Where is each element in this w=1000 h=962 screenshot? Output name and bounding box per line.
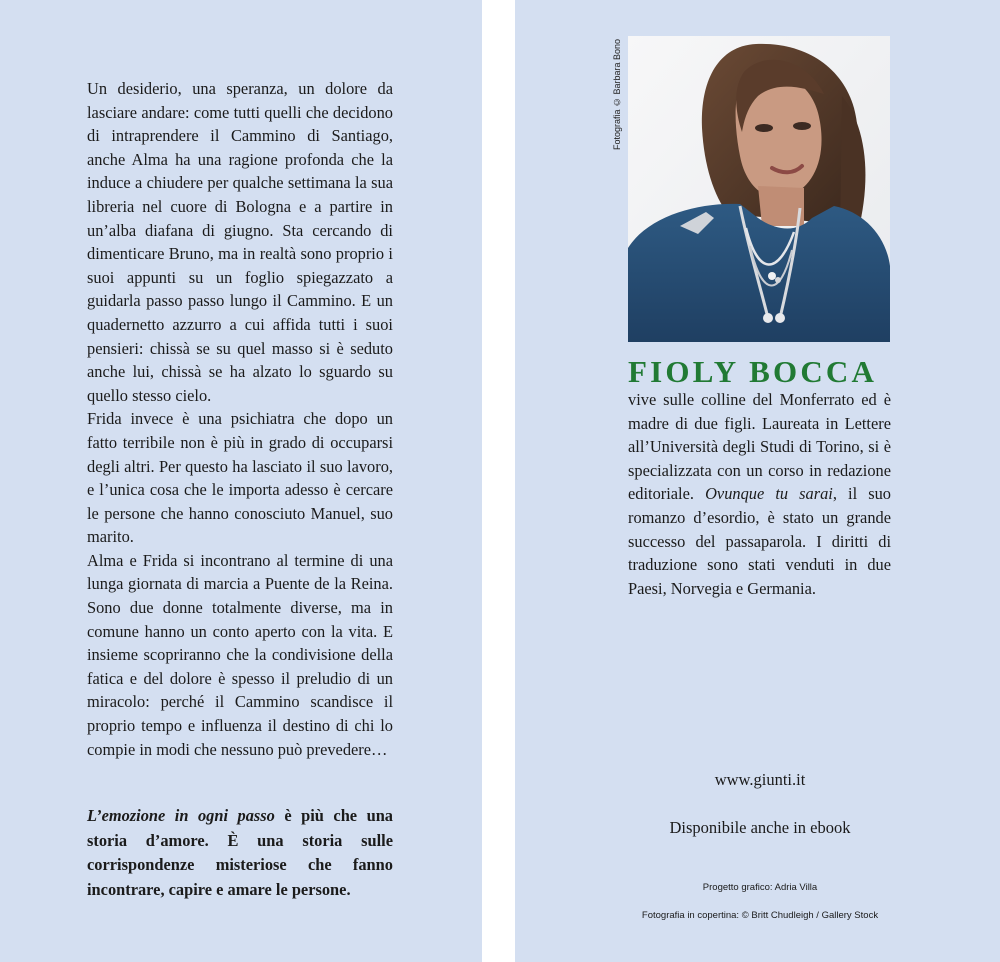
photo-credit: Fotografia © Barbara Bono (612, 38, 622, 150)
design-credit: Progetto grafico: Adria Villa (702, 882, 818, 893)
synopsis-paragraph: Frida invece è una psichiatra che dopo un fatto terribile non è più in grado di occuparsi degli altri. Per questo ha lasciato il suo lavoro, e l’unica cosa che le importa adesso è cercare le persone che hanno conosciuto Manuel, suo marito. (87, 409, 393, 547)
tagline-text: è più che una storia d’amore. È una storia sulle corrispondenze misteriose che fanno incontrare, capire e amare le persone. (87, 806, 394, 899)
synopsis-text (87, 77, 393, 761)
cover-photo-credit: Fotografia in copertina: © Britt Chudleigh / Gallery Stock (641, 910, 879, 921)
tagline-book-title: L’emozione in ogni passo (87, 806, 275, 825)
bio-text: vive sulle colline del Monferrato ed è madre di due figli. Laureata in Lettere all’Università degli Studi di Torino, si è specializzata con un corso in redazione editoriale. (628, 390, 891, 504)
author-bio (628, 388, 891, 600)
synopsis-paragraph: Alma e Frida si incontrano al termine di una lunga giornata di marcia a Puente de la Reina. Sono due donne totalmente diverse, ma in comune hanno un conto aperto con la vita. E insieme scopriranno che la condivisione della fatica e del dolore è spesso il preludio di un miracolo: perché il Cammino scandisce il proprio tempo e influenza il destino di chi lo compie in modi che nessuno può prevedere… (87, 550, 393, 759)
publisher-website: www.giunti.it (714, 770, 806, 789)
author-portrait-illustration (628, 36, 890, 342)
back-flap (0, 0, 482, 962)
author-photo (628, 36, 890, 342)
ebook-note: Disponibile anche in ebook (669, 818, 851, 837)
author-name: FIOLY BOCCA (628, 354, 878, 389)
bio-text-continued: , il suo romanzo d’esordio, è stato un grande successo del passaparola. I diritti di traduzione sono stati venduti in due Paesi, Norvegia e Germania. (628, 484, 891, 598)
bio-book-title: Ovunque tu sarai (705, 484, 833, 504)
synopsis-paragraph: Un desiderio, una speranza, un dolore da lasciare andare: come tutti quelli che decidono di intraprendere il Cammino di Santiago, anche Alma ha una ragione profonda che la induce a chiudere per qualche settimana la sua libreria nel cuore di Bologna e a partire in un’alba diafana di giugno. Sta cercando di dimenticare Bruno, ma in realtà sono proprio i suoi appunti su un foglio spiegazzato a guidarla passo passo lungo il Cammino. E un quadernetto azzurro a cui affida tutti i suoi pensieri: chissà se su quel masso si è seduto anche lui, chissà se ha alzato lo sguardo su quello stesso cielo. (87, 79, 393, 405)
tagline (87, 804, 393, 902)
